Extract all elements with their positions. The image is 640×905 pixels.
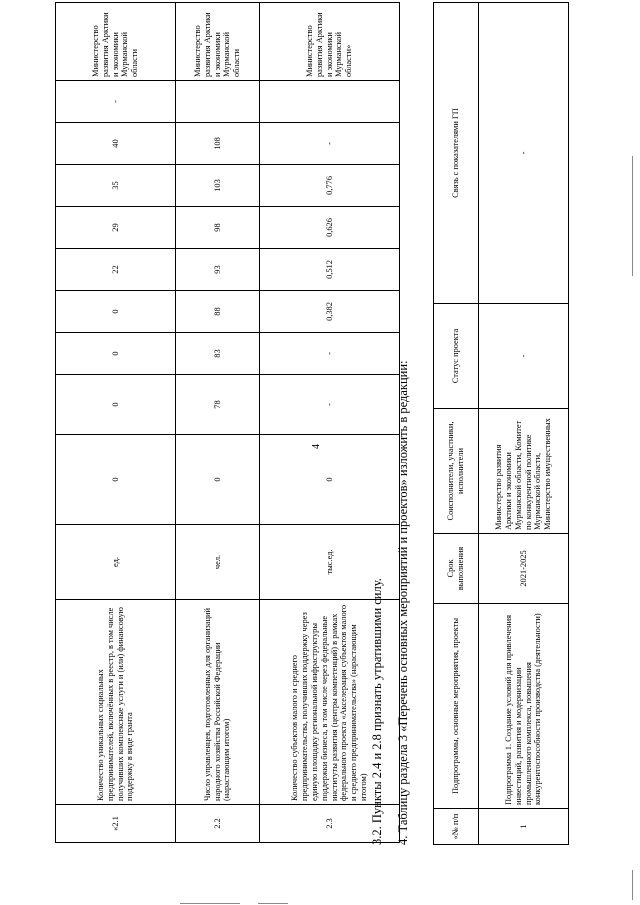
value-cell: 93 bbox=[176, 249, 260, 291]
value-cell bbox=[260, 81, 400, 123]
value-cell: 88 bbox=[176, 291, 260, 333]
scan-mark bbox=[632, 870, 633, 900]
status-cell: - bbox=[479, 304, 569, 409]
table-header-row bbox=[434, 3, 479, 845]
value-cell: 98 bbox=[176, 207, 260, 249]
responsible-cell: Министерство развития Арктики и экономики Мурманской области bbox=[176, 3, 260, 81]
table-row bbox=[479, 3, 569, 845]
term-cell: 2021-2025 bbox=[479, 534, 569, 604]
paragraph-4: 4. Таблицу раздела 3 «Перечень основных мероприятий и проектов» изложить в редакции: bbox=[396, 360, 410, 845]
value-cell: - bbox=[56, 81, 176, 123]
measures-table bbox=[433, 2, 569, 845]
value-cell: 0,776 bbox=[260, 165, 400, 207]
column-header: Соисполнители, участники, исполнители bbox=[434, 409, 479, 534]
value-cell: 40 bbox=[56, 123, 176, 165]
row-number: 1 bbox=[479, 809, 569, 845]
value-cell: 108 bbox=[176, 123, 260, 165]
executors-cell: Министерство развития Арктики и экономики Мурманской области, Комитет по конкурентной политике Мурманской области, Министерство имущественных bbox=[479, 409, 569, 534]
responsible-cell: Министерство развития Арктики и экономики Мурманской области bbox=[56, 3, 176, 81]
value-cell: 0 bbox=[56, 435, 176, 525]
table-row bbox=[56, 3, 176, 843]
page-number: 4 bbox=[311, 444, 322, 449]
value-cell: 83 bbox=[176, 333, 260, 375]
scan-mark bbox=[258, 903, 288, 904]
scan-mark bbox=[180, 903, 240, 904]
column-header: Связь с показателями ГП bbox=[434, 3, 479, 304]
indicator-name: Число управленцев, подготовленных для организаций народного хозяйства Российской Федерации (нарастающим итогом) bbox=[176, 600, 260, 805]
value-cell: 0 bbox=[176, 435, 260, 525]
value-cell: 0,382 bbox=[260, 291, 400, 333]
unit-cell: ед. bbox=[56, 525, 176, 600]
column-header: Статус проекта bbox=[434, 304, 479, 409]
link-cell: - bbox=[479, 3, 569, 304]
paragraph-3-2: 3.2. Пункты 2.4 и 2.8 признать утратившими силу. bbox=[370, 578, 384, 845]
unit-cell: чел. bbox=[176, 525, 260, 600]
value-cell: 0 bbox=[56, 375, 176, 435]
row-number: 2.3 bbox=[260, 805, 400, 843]
value-cell: - bbox=[260, 333, 400, 375]
value-cell: 103 bbox=[176, 165, 260, 207]
value-cell bbox=[176, 81, 260, 123]
row-number: 2.2 bbox=[176, 805, 260, 843]
column-header: Подпрограммы, основные мероприятия, проекты bbox=[434, 604, 479, 809]
value-cell: 78 bbox=[176, 375, 260, 435]
value-cell: 0,512 bbox=[260, 249, 400, 291]
column-header: Срок выполнения bbox=[434, 534, 479, 604]
indicators-table bbox=[55, 2, 400, 843]
value-cell: 29 bbox=[56, 207, 176, 249]
column-header: «№ п/п bbox=[434, 809, 479, 845]
value-cell: - bbox=[260, 375, 400, 435]
table-row bbox=[176, 3, 260, 843]
value-cell: - bbox=[260, 123, 400, 165]
indicator-name: Количество субъектов малого и среднего предпринимательства, получивших поддержку через единую площадку региональной инфраструктуры поддержки бизнеса, в том числе через федеральные институты развития (центры компетенций) в рамках федерального проекта «Акселерация субъектов малого и среднего предпринимательства» (нарастающим итогом) bbox=[260, 600, 400, 805]
value-cell: 0,626 bbox=[260, 207, 400, 249]
value-cell: 0 bbox=[260, 435, 400, 525]
unit-cell: тыс.ед. bbox=[260, 525, 400, 600]
indicator-name: Количество уникальных социальных предпринимателей, включённых в реестр, в том числе получивших комплексные услуги и (или) финансовую поддержку в виде гранта bbox=[56, 600, 176, 805]
measure-name: Подпрограмма 1. Создание условий для привлечения инвестиций, развития и модернизации промышленного комплекса, повышения конкурентоспособности производства (деятельности) bbox=[479, 604, 569, 809]
value-cell: 0 bbox=[56, 291, 176, 333]
value-cell: 35 bbox=[56, 165, 176, 207]
scan-mark bbox=[632, 156, 633, 276]
responsible-cell: Министерство развития Арктики и экономики Мурманской области» bbox=[260, 3, 400, 81]
value-cell: 0 bbox=[56, 333, 176, 375]
row-number: «2.1 bbox=[56, 805, 176, 843]
value-cell: 22 bbox=[56, 249, 176, 291]
